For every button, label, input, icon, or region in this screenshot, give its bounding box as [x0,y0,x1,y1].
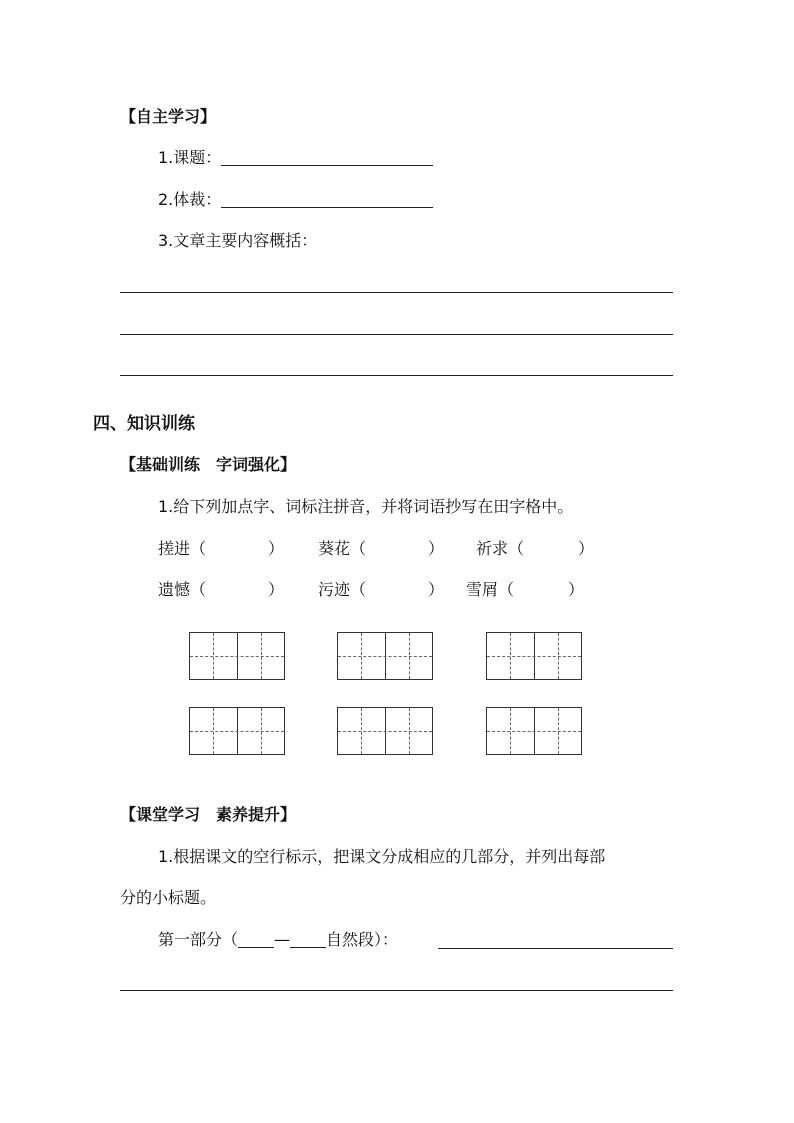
part1-answer-line[interactable] [120,990,673,991]
q2-genre-label: 2.体裁： [158,190,222,209]
word-text: 葵花 [318,539,351,558]
part1-end-blank[interactable] [290,931,326,948]
part1-start-blank[interactable] [238,931,274,948]
paren-close: ） [268,539,285,558]
word-text: 搓进 [158,539,191,558]
tianzige-grid[interactable] [486,707,582,755]
part1-row [158,930,398,950]
tianzige-grid[interactable] [337,632,433,680]
paren-close: ） [268,580,285,599]
paren-open: （ [498,580,515,599]
basic-training-heading: 【基础训练 字词强化】 [120,455,297,474]
word-item [476,539,594,559]
self-study-heading: 【自主学习】 [120,107,217,126]
paren-open: （ [350,539,367,558]
word-text: 雪屑 [466,580,499,599]
classroom-heading: 【课堂学习 素养提升】 [120,805,297,824]
paren-close: ） [578,539,595,558]
word-item [158,539,284,559]
tianzige-grid[interactable] [337,707,433,755]
q1-topic [158,148,433,168]
paren-open: （ [508,539,525,558]
basic-q1: 1.给下列加点字、词标注拼音，并将词语抄写在田字格中。 [158,497,574,516]
tianzige-grid[interactable] [486,632,582,680]
paren-close: ） [568,580,585,599]
word-item [318,539,444,559]
word-text: 污迹 [318,580,351,599]
paren-close: ） [428,580,445,599]
word-text: 祈求 [476,539,509,558]
q2-genre-blank[interactable] [221,191,433,208]
q1-topic-label: 1.课题： [158,148,222,167]
part1-suffix: 自然段）： [326,930,399,949]
tianzige-grid[interactable] [189,632,285,680]
tianzige-grid[interactable] [189,707,285,755]
q3-summary-label: 3.文章主要内容概括： [158,231,318,250]
word-text: 遗憾 [158,580,191,599]
summary-answer-line-2[interactable] [120,334,673,335]
paren-close: ） [428,539,445,558]
classroom-q1-line2: 分的小标题。 [120,888,217,907]
q2-genre [158,190,433,210]
section4-title: 四、知识训练 [93,414,195,434]
part1-dash: — [274,930,291,949]
q1-topic-blank[interactable] [221,149,433,166]
part1-prefix: 第一部分（ [158,930,239,949]
word-item [466,580,584,600]
paren-open: （ [350,580,367,599]
summary-answer-line-1[interactable] [120,292,673,293]
paren-open: （ [190,539,207,558]
word-item [158,580,284,600]
part1-title-line[interactable] [438,948,673,949]
paren-open: （ [190,580,207,599]
word-item [318,580,444,600]
classroom-q1-line1: 1.根据课文的空行标示，把课文分成相应的几部分，并列出每部 [158,847,606,866]
summary-answer-line-3[interactable] [120,375,673,376]
